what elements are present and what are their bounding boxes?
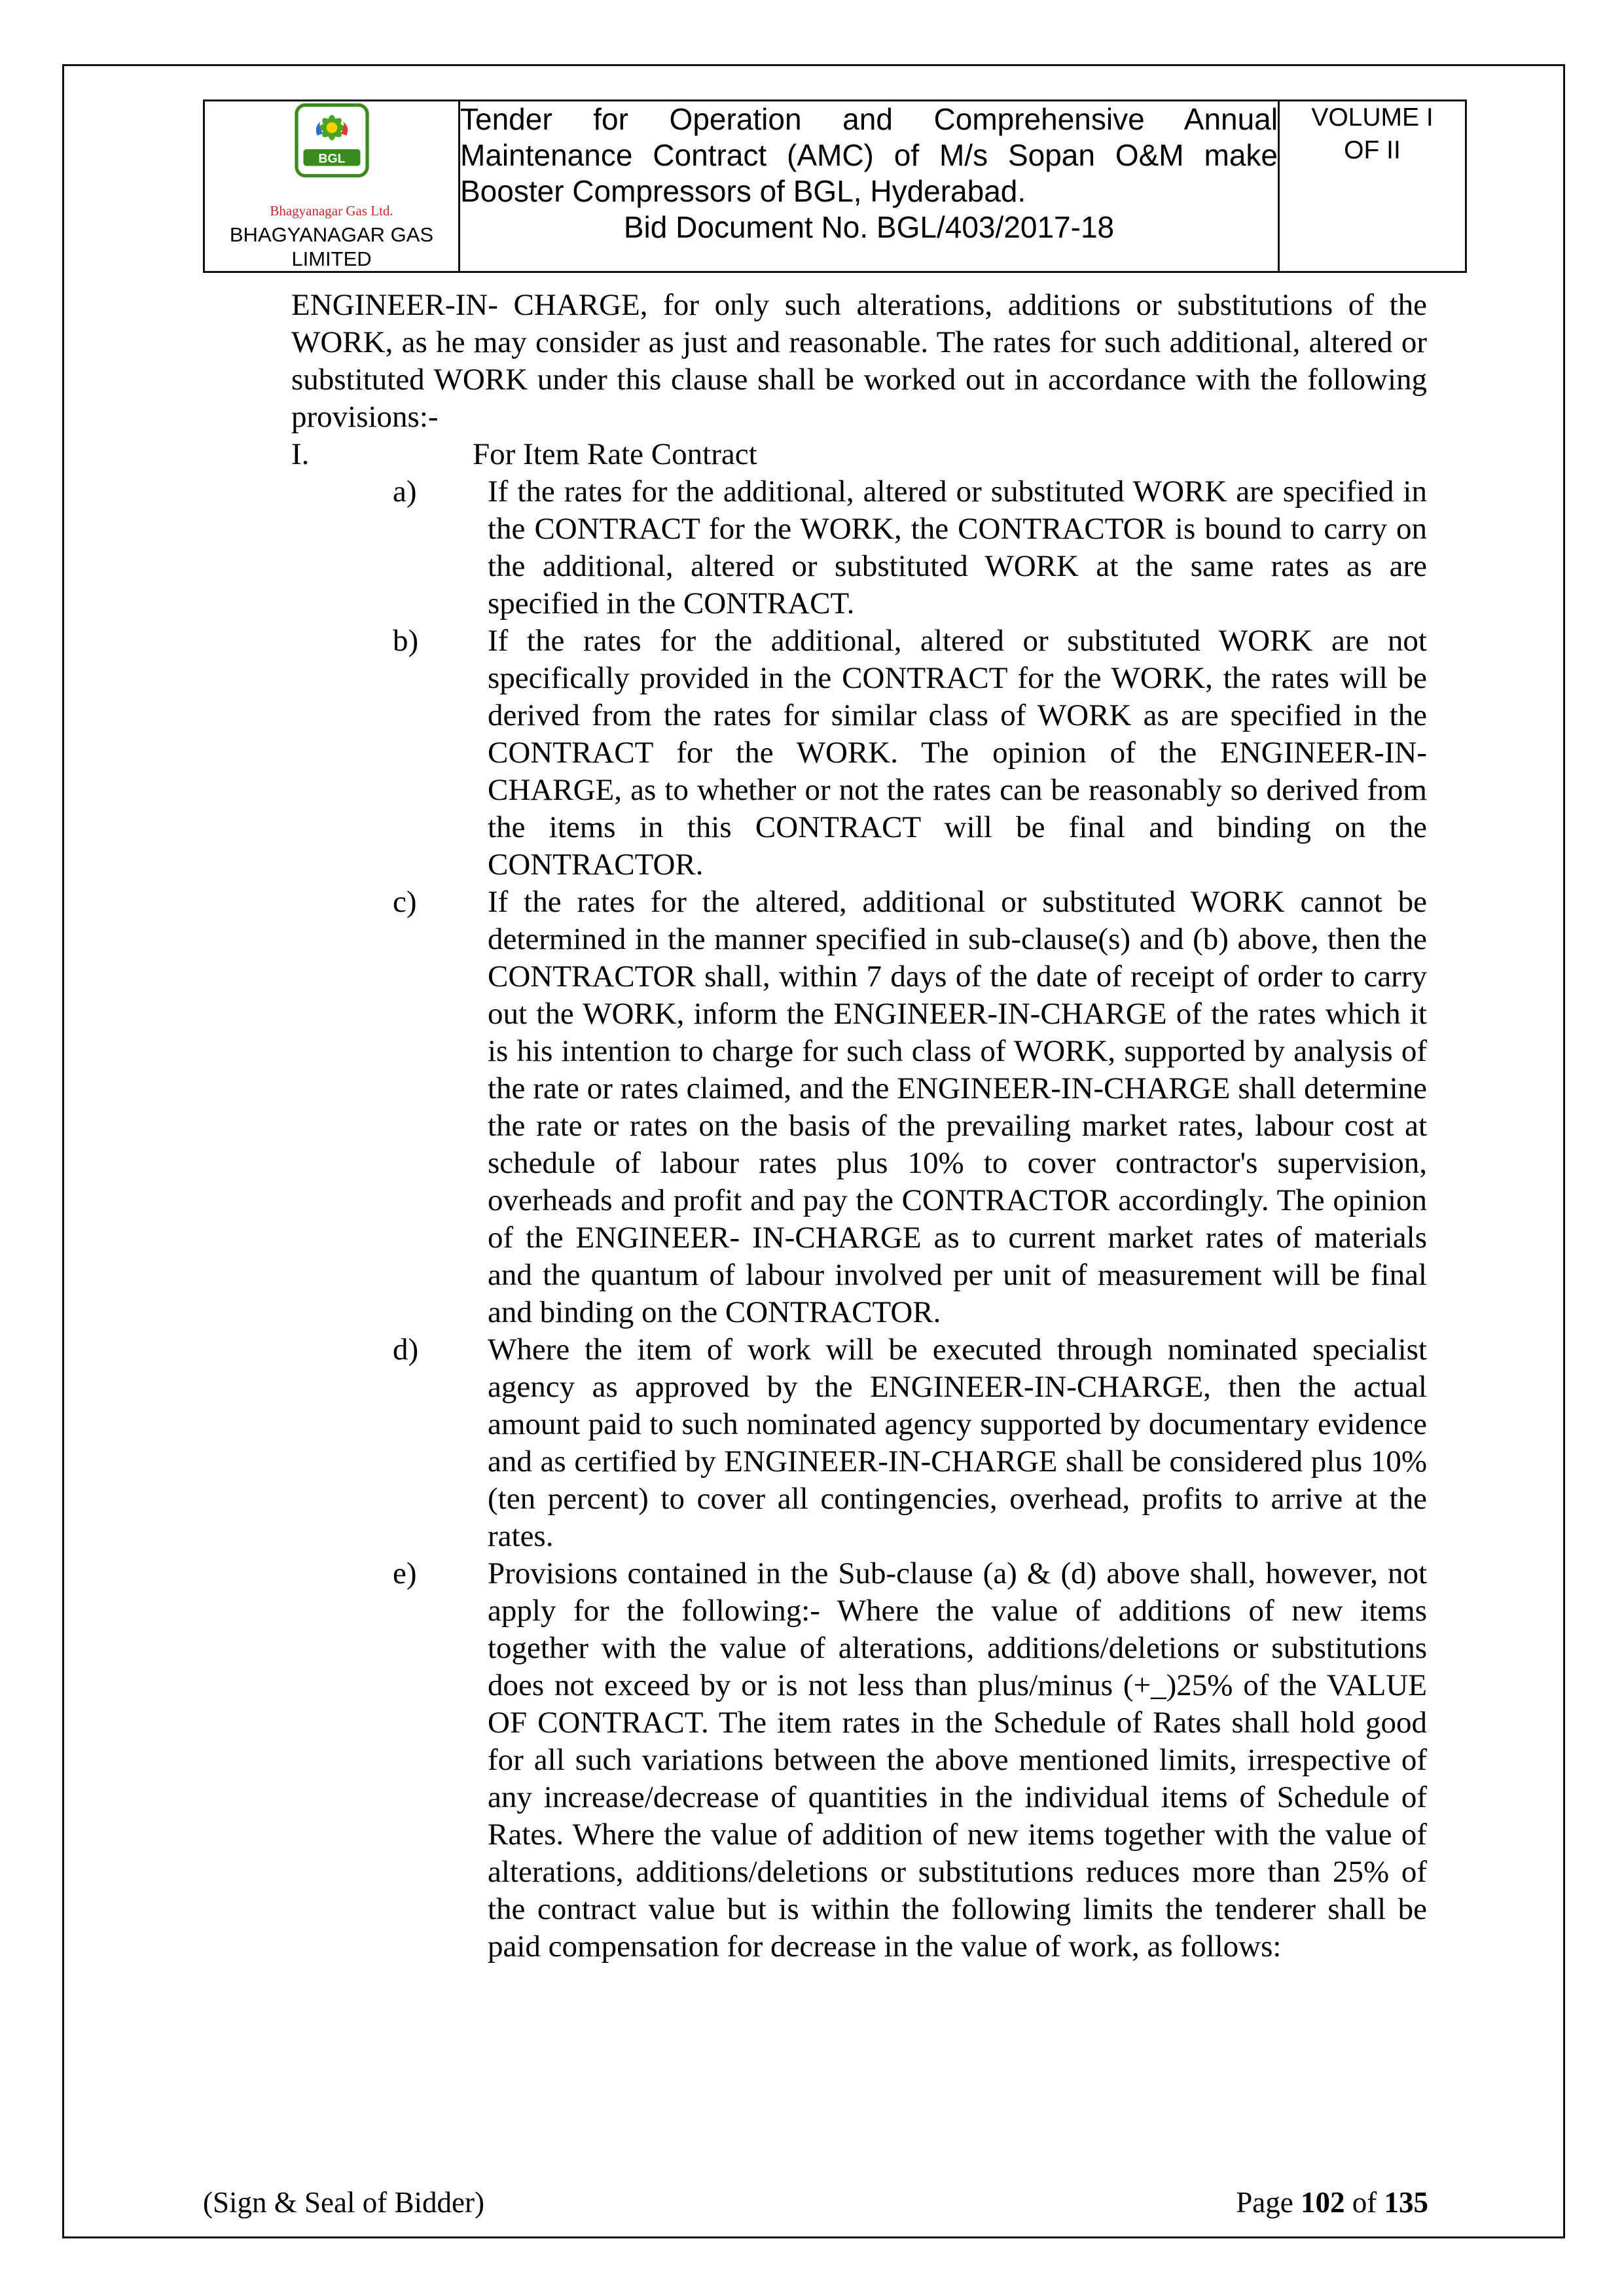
clause-b-text: If the rates for the additional, altered or substituted WORK are not specifically provided in the CONTRACT for the WORK, the rates will be derived from the rates for similar class of WORK as are specified in the CONTRACT for the WORK. The opinion of the ENGINEER-IN-CHARGE, as to whether or not the rates can be reasonably so derived from the items in this CONTRACT will be final and binding on the CONTRACTOR. xyxy=(488,624,1427,882)
clause-d-label: d) xyxy=(393,1333,419,1367)
page-body xyxy=(291,287,1427,1965)
clause-e-text: Provisions contained in the Sub-clause (a) & (d) above shall, however, not apply for the following:- Where the value of additions of new items together with the value of alterations, additions/deletions or substitutions does not exceed by or is not less than plus/minus (+_)25% of the VALUE OF CONTRACT. The item rates in the Schedule of Rates shall hold good for all such variations between the above mentioned limits, irrespective of any increase/decrease of quantities in the individual items of Schedule of Rates. Where the value of addition of new items together with the value of alterations, additions/deletions or substitutions reduces more than 25% of the contract value but is within the following limits the tenderer shall be paid compensation for decrease in the value of work, as follows: xyxy=(488,1556,1427,1964)
org-name-line2: LIMITED xyxy=(291,247,372,270)
bid-document-number: Bid Document No. BGL/403/2017-18 xyxy=(623,210,1115,244)
logo-sun-icon xyxy=(326,122,337,134)
page-prefix: Page xyxy=(1236,2186,1293,2219)
page-number: 102 xyxy=(1301,2186,1345,2219)
page-indicator xyxy=(1236,2185,1428,2221)
page-of-label: of xyxy=(1352,2186,1377,2219)
logo-cell xyxy=(204,101,460,272)
page-footer xyxy=(203,2185,1428,2221)
intro-paragraph: ENGINEER-IN- CHARGE, for only such alterations, additions or substitutions of the WORK, as he may consider as just and reasonable. The rates for such additional, altered or substituted WORK under this clause shall be worked out in accordance with the following provisions:- xyxy=(291,288,1427,434)
volume-line2: OF II xyxy=(1344,136,1401,164)
header-row xyxy=(204,101,1466,272)
page-total: 135 xyxy=(1384,2186,1428,2219)
logo-text: BGL xyxy=(317,151,346,166)
volume-line1: VOLUME I xyxy=(1311,103,1434,132)
bgl-logo-icon xyxy=(273,101,391,201)
clause-b xyxy=(291,622,1427,884)
clause-a-label: a) xyxy=(393,475,417,509)
clause-b-label: b) xyxy=(393,624,419,658)
section-title: For Item Rate Contract xyxy=(473,437,757,471)
clause-e-label: e) xyxy=(393,1556,417,1590)
section-heading xyxy=(291,436,1427,473)
clause-d xyxy=(291,1331,1427,1555)
clause-c-text: If the rates for the altered, additional or substituted WORK cannot be determined in the manner specified in sub-clause(s) and (b) above, then the CONTRACTOR shall, within 7 days of the date of receipt of order to carry out the WORK, inform the ENGINEER-IN-CHARGE of the rates which it is his intention to charge for such class of WORK, supported by analysis of the rate or rates claimed, and the ENGINEER-IN-CHARGE shall determine the rate or rates on the basis of the prevailing market rates, labour cost at schedule of labour rates plus 10% to cover contractor's supervision, overheads and profit and pay the CONTRACTOR accordingly. The opinion of the ENGINEER- IN-CHARGE as to current market rates of materials and the quantum of labour involved per unit of measurement will be final and binding on the CONTRACTOR. xyxy=(488,885,1427,1329)
logo-subtext: Bhagyanagar Gas Ltd. xyxy=(270,203,393,219)
clause-c-label: c) xyxy=(393,885,417,919)
clause-a xyxy=(291,473,1427,622)
section-number: I. xyxy=(291,437,310,471)
tender-title: Tender for Operation and Comprehensive Annual Maintenance Contract (AMC) of M/s Sopan O&M make Booster Compressors of BGL, Hyderabad. xyxy=(460,102,1278,208)
clause-e xyxy=(291,1555,1427,1965)
volume-cell xyxy=(1279,101,1466,272)
org-name-line1: BHAGYANAGAR GAS xyxy=(229,223,434,246)
clause-c xyxy=(291,884,1427,1331)
header-table xyxy=(203,99,1467,273)
clause-d-text: Where the item of work will be executed through nominated specialist agency as approved by the ENGINEER-IN-CHARGE, then the actual amount paid to such nominated agency supported by documentary evidence and as certified by ENGINEER-IN-CHARGE shall be considered plus 10% (ten percent) to cover all contingencies, overhead, profits to arrive at the rates. xyxy=(488,1333,1427,1553)
title-cell xyxy=(460,101,1279,272)
clause-a-text: If the rates for the additional, altered or substituted WORK are specified in the CONTRACT for the WORK, the CONTRACTOR is bound to carry on the additional, altered or substituted WORK at the same rates as are specified in the CONTRACT. xyxy=(488,475,1427,620)
sign-seal-note: (Sign & Seal of Bidder) xyxy=(203,2186,484,2219)
org-name xyxy=(205,223,458,271)
